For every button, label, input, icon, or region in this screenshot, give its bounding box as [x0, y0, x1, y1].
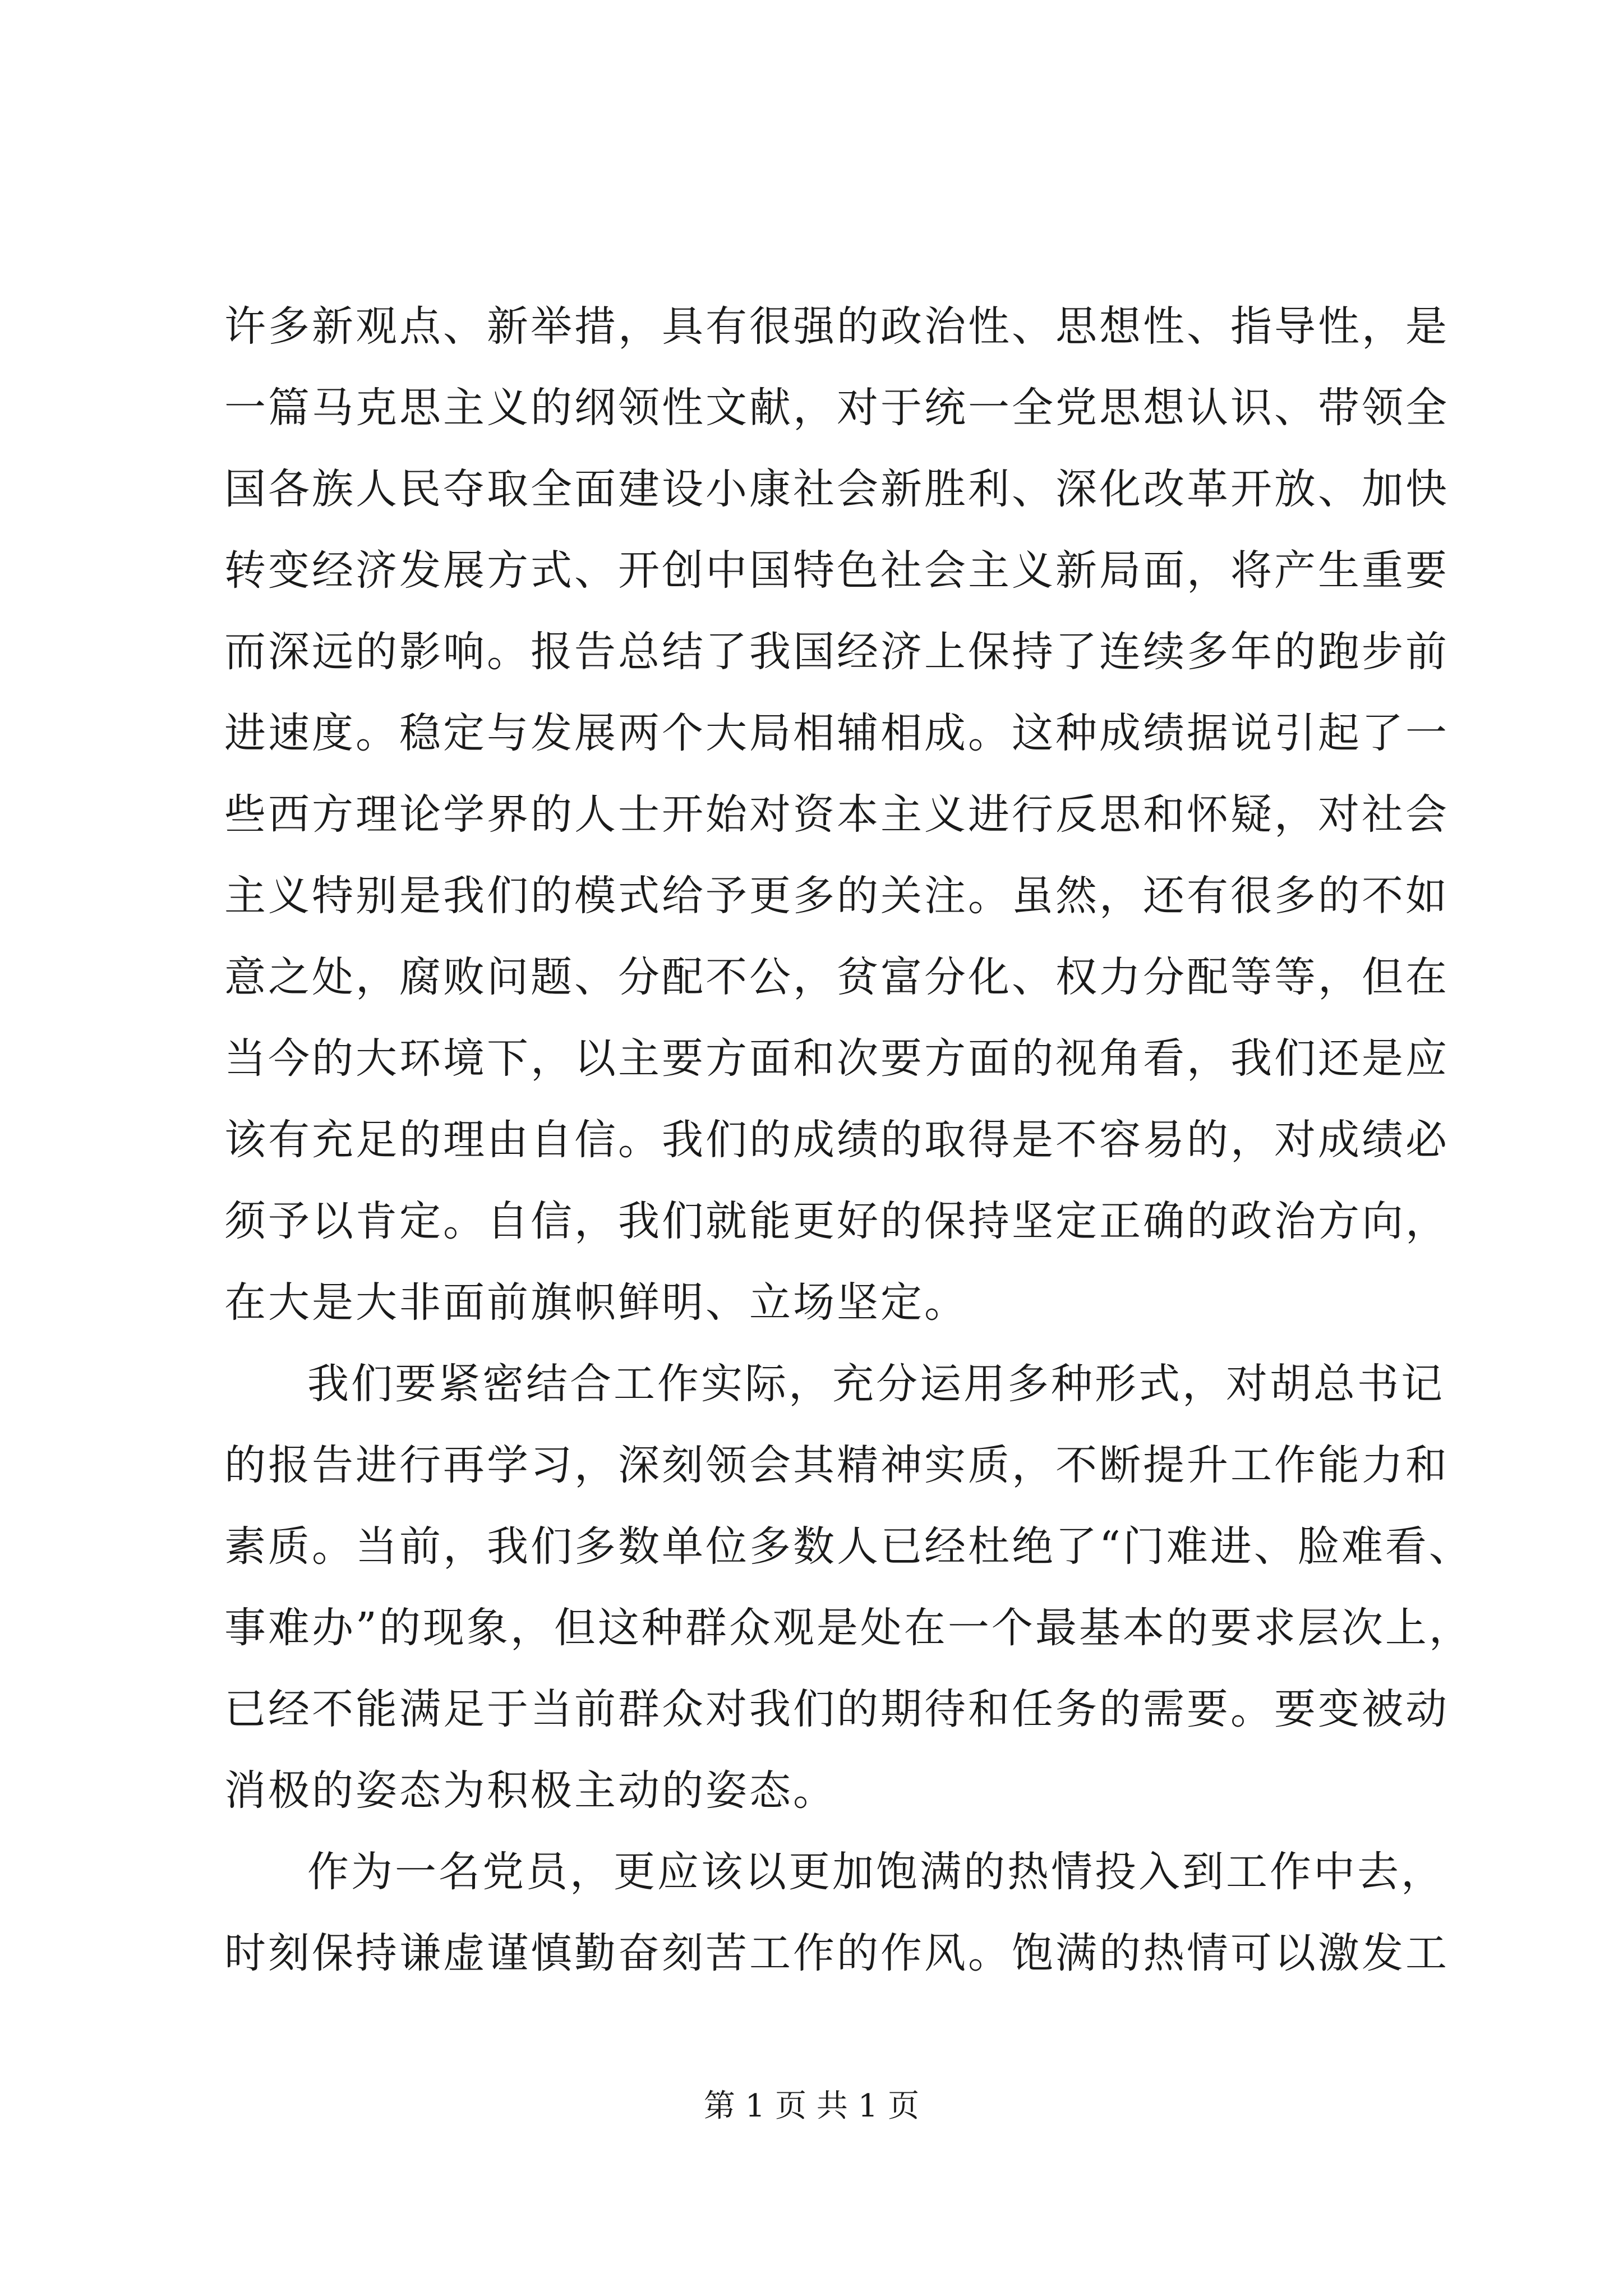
text-line: 须予以肯定。自信，我们就能更好的保持坚定正确的政治方向， [224, 1197, 1449, 1245]
text-line: 转变经济发展方式、开创中国特色社会主义新局面，将产生重要 [224, 546, 1449, 595]
text-line: 许多新观点、新举措，具有很强的政治性、思想性、指导性，是 [224, 302, 1449, 351]
text-line: 时刻保持谦虚谨慎勤奋刻苦工作的作风。饱满的热情可以激发工 [224, 1929, 1449, 1977]
text-line: 素质。当前，我们多数单位多数人已经杜绝了“门难进、脸难看、 [224, 1522, 1473, 1571]
page-number-footer: 第 1 页 共 1 页 [703, 2088, 920, 2124]
text-line: 事难办”的现象，但这种群众观是处在一个最基本的要求层次上， [224, 1604, 1473, 1652]
paragraph [224, 1343, 1473, 1832]
text-line: 而深远的影响。报告总结了我国经济上保持了连续多年的跑步前 [224, 628, 1449, 676]
text-line: 主义特别是我们的模式给予更多的关注。虽然，还有很多的不如 [224, 872, 1449, 920]
text-line: 已经不能满足于当前群众对我们的期待和任务的需要。要变被动 [224, 1685, 1449, 1733]
text-line: 当今的大环境下，以主要方面和次要方面的视角看，我们还是应 [224, 1034, 1449, 1083]
text-line: 的报告进行再学习，深刻领会其精神实质，不断提升工作能力和 [224, 1441, 1449, 1489]
text-line: 意之处，腐败问题、分配不公，贫富分化、权力分配等等，但在 [224, 953, 1449, 1001]
document-body [224, 286, 1473, 1994]
text-line: 些西方理论学界的人士开始对资本主义进行反思和怀疑，对社会 [224, 790, 1449, 839]
paragraph [224, 1832, 1449, 1994]
paragraph [224, 286, 1449, 1343]
text-line: 一篇马克思主义的纲领性文献，对于统一全党思想认识、带领全 [224, 384, 1449, 432]
text-line: 进速度。稳定与发展两个大局相辅相成。这种成绩据说引起了一 [224, 709, 1449, 757]
text-line: 消极的姿态为积极主动的姿态。 [224, 1766, 837, 1815]
text-line: 作为一名党员，更应该以更加饱满的热情投入到工作中去， [307, 1848, 1445, 1896]
text-line: 我们要紧密结合工作实际，充分运用多种形式，对胡总书记 [307, 1360, 1445, 1408]
text-line: 该有充足的理由自信。我们的成绩的取得是不容易的，对成绩必 [224, 1116, 1449, 1164]
text-line: 在大是大非面前旗帜鲜明、立场坚定。 [224, 1278, 968, 1327]
text-line: 国各族人民夺取全面建设小康社会新胜利、深化改革开放、加快 [224, 465, 1449, 513]
